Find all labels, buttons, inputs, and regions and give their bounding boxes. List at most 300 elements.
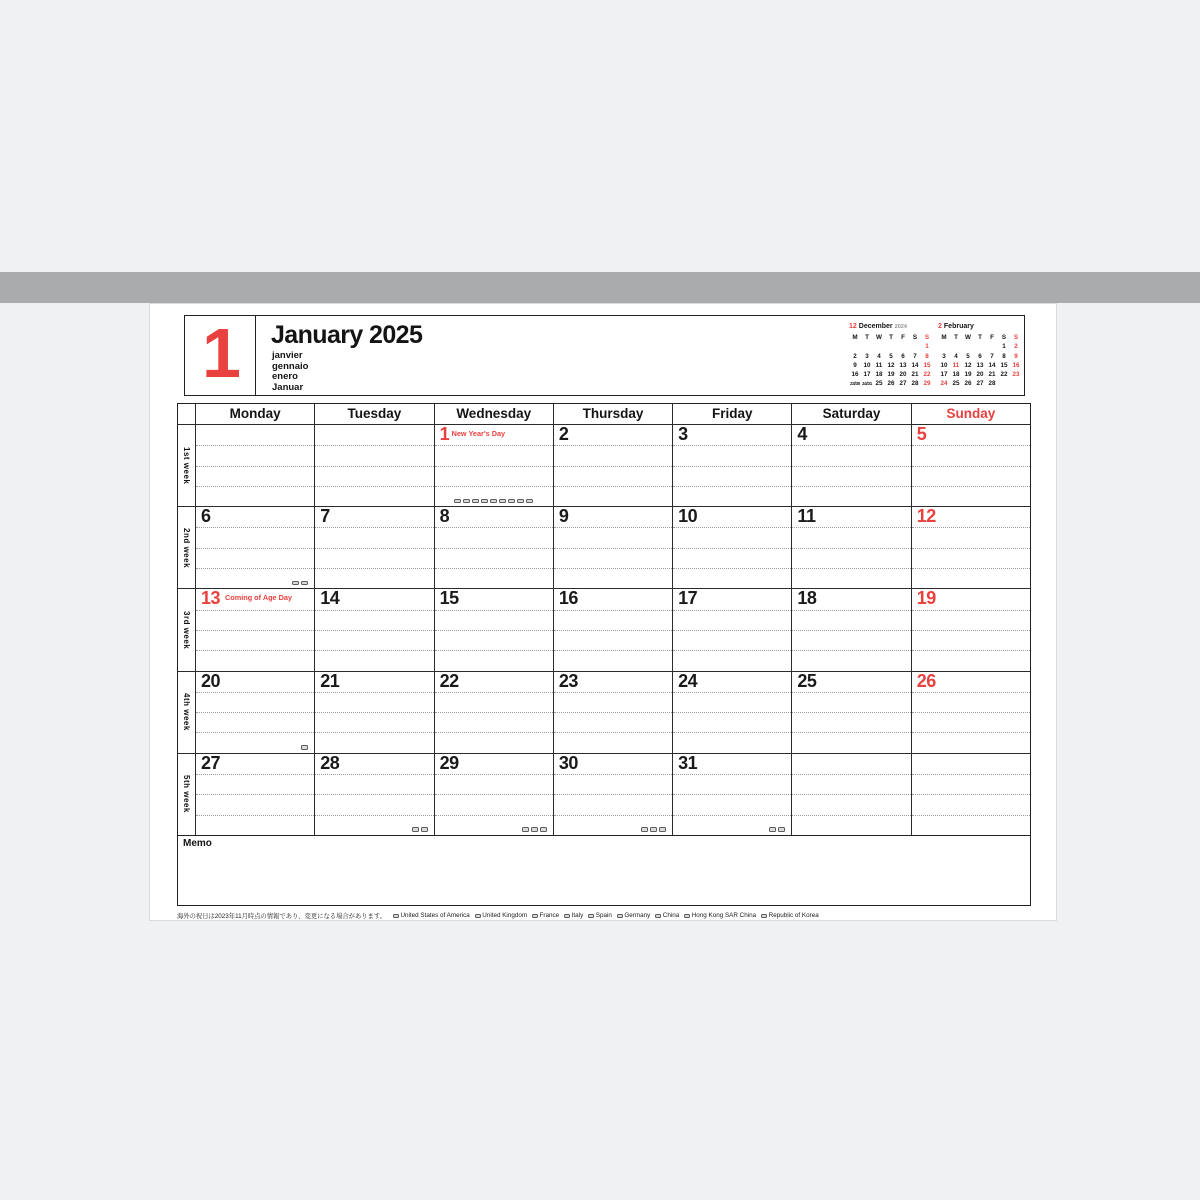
ruled-line [315, 486, 433, 487]
ruled-line [196, 815, 314, 816]
ruled-line [435, 486, 553, 487]
calendar-sheet [149, 303, 1057, 921]
holiday-flags [641, 827, 666, 832]
mini-date: 3 [942, 352, 946, 360]
date-number: 8 [439, 506, 450, 527]
mini-weekday-letter: T [865, 334, 869, 341]
ruled-line [435, 466, 553, 467]
ruled-line [196, 610, 314, 611]
legend-item [393, 912, 470, 919]
legend-item [532, 912, 559, 919]
date-number: 21 [320, 670, 340, 691]
legend-country-name: Republic of Korea [768, 912, 819, 919]
ruled-line [792, 650, 910, 651]
date-number: 11 [797, 506, 816, 527]
date-number: 3 [678, 424, 688, 444]
legend-item [684, 912, 756, 919]
mini-date: 7 [913, 352, 917, 360]
mini-date: 21 [911, 371, 919, 379]
date-number: 28 [320, 752, 340, 773]
date-number: 7 [320, 506, 330, 527]
ruled-line [435, 712, 553, 713]
ruled-line [912, 712, 1030, 713]
ruled-line [315, 815, 433, 816]
ruled-line [315, 548, 433, 549]
flag-icon-kr [421, 827, 428, 832]
mini-calendar-grid [938, 333, 1022, 389]
mini-date: 27 [899, 380, 907, 388]
ruled-line [196, 794, 314, 795]
mini-date: 11 [952, 361, 960, 369]
flag-icon-cn [522, 827, 529, 832]
mini-month-number: 2 [938, 323, 942, 330]
mini-date-empty [950, 342, 962, 351]
date-number: 13 [201, 588, 221, 609]
ruled-line [673, 815, 791, 816]
ruled-line [912, 466, 1030, 467]
flag-icon-cn [655, 914, 661, 918]
ruled-line [315, 527, 433, 528]
ruled-line [912, 794, 1030, 795]
date-number: 9 [558, 506, 569, 527]
ruled-line [792, 568, 910, 569]
mini-weekday-letter: F [901, 334, 905, 341]
ruled-line [673, 568, 791, 569]
legend-item [475, 912, 527, 919]
day-cell-jan-14 [314, 588, 433, 670]
legend-country-name: Italy [571, 912, 584, 919]
week-label-2: 2nd week [178, 506, 195, 588]
ruled-line [912, 774, 1030, 775]
ruled-line [792, 610, 910, 611]
ruled-line [196, 630, 314, 631]
ruled-line [435, 732, 553, 733]
mini-year: 2024 [894, 324, 907, 330]
flag-icon-hk [517, 499, 524, 504]
ruled-line [435, 568, 553, 569]
mini-date: 19 [887, 371, 895, 379]
mini-date: 28 [988, 380, 996, 388]
mini-weekday-letter: S [912, 334, 918, 341]
day-cell-empty [911, 753, 1030, 835]
month-name-spanish: enero [272, 371, 298, 382]
date-number: 18 [797, 588, 817, 609]
ruled-line [673, 466, 791, 467]
flag-icon-es [301, 581, 308, 586]
flag-icon-us [301, 745, 308, 750]
ruled-line [554, 692, 672, 693]
date-number: 12 [916, 506, 936, 527]
ruled-line [673, 692, 791, 693]
flag-icon-cn [412, 827, 419, 832]
flag-icon-uk [463, 499, 470, 504]
ruled-line [673, 712, 791, 713]
mini-weekday-letter: M [852, 334, 858, 341]
ruled-line [196, 486, 314, 487]
mini-date: 14 [988, 361, 996, 369]
date-number: 6 [201, 506, 211, 527]
day-cell-jan-13 [195, 588, 314, 670]
mini-date: 2 [853, 352, 857, 360]
mini-date: 14 [911, 361, 919, 369]
mini-weekday-letter: F [990, 334, 994, 341]
mini-weekday-letter: S [924, 334, 930, 341]
mini-date: 15 [1000, 361, 1008, 369]
mini-calendar-grid [849, 333, 933, 389]
date-number: 19 [916, 588, 936, 609]
mini-date-empty [974, 342, 986, 351]
date-number: 10 [678, 506, 698, 527]
ruled-line [912, 610, 1030, 611]
ruled-line [912, 650, 1030, 651]
mini-date: 1 [925, 343, 929, 351]
holiday-flags [522, 827, 547, 832]
day-cell-jan-3 [672, 424, 791, 506]
ruled-line [554, 445, 672, 446]
flag-icon-cn [769, 827, 776, 832]
ruled-line [315, 712, 433, 713]
calendar-binding-bar [0, 272, 1200, 303]
legend-country-name: Germany [624, 912, 651, 919]
ruled-line [435, 815, 553, 816]
date-number: 25 [797, 670, 817, 691]
holiday-label: Coming of Age Day [225, 593, 293, 603]
ruled-line [554, 466, 672, 467]
ruled-line [554, 774, 672, 775]
ruled-line [912, 630, 1030, 631]
ruled-line [912, 732, 1030, 733]
mini-weekday-letter: M [941, 334, 947, 341]
day-cell-jan-23 [553, 671, 672, 753]
mini-date: 9 [853, 361, 857, 369]
holiday-label: New Year's Day [451, 429, 506, 438]
week-label-4: 4th week [178, 671, 195, 753]
ruled-line [673, 548, 791, 549]
legend-item [588, 912, 612, 919]
ruled-line [554, 548, 672, 549]
footer-note: 海外の祝日は2023年11月時点の情報であり、変更になる場合があります。 [177, 913, 386, 920]
date-number: 16 [558, 588, 578, 609]
mini-date: 12 [964, 361, 972, 369]
date-number: 23 [558, 670, 578, 691]
day-cell-jan-22 [434, 671, 553, 753]
mini-date: 21 [988, 371, 996, 379]
mini-month-name: February [943, 323, 974, 330]
ruled-line [554, 815, 672, 816]
legend-country-name: United Kingdom [482, 912, 528, 919]
grid-corner-cell [178, 404, 195, 424]
flag-icon-es [588, 914, 594, 918]
ruled-line [554, 630, 672, 631]
day-cell-jan-25 [791, 671, 910, 753]
ruled-line [673, 527, 791, 528]
ruled-line [673, 486, 791, 487]
memo-label: Memo [183, 838, 212, 849]
mini-date-empty [849, 342, 861, 351]
day-cell-jan-16 [553, 588, 672, 670]
calendar-grid [177, 403, 1031, 837]
ruled-line [435, 794, 553, 795]
mini-date: 20 [899, 371, 907, 379]
flag-icon-kr [540, 827, 547, 832]
mini-weekday-letter: S [1013, 334, 1019, 341]
ruled-line [792, 692, 910, 693]
mini-date: 15 [923, 361, 931, 369]
mini-date-empty [998, 379, 1010, 388]
legend-item [761, 912, 819, 919]
mini-date: 22 [923, 371, 931, 379]
date-number: 30 [558, 752, 578, 773]
mini-date-empty [873, 342, 885, 351]
ruled-line [196, 527, 314, 528]
mini-date: 18 [875, 371, 883, 379]
flag-icon-kr [526, 499, 533, 504]
flag-icon-fr [472, 499, 479, 504]
day-cell-jan-9 [553, 506, 672, 588]
mini-date-empty [986, 342, 998, 351]
date-number: 27 [201, 752, 221, 773]
ruled-line [315, 692, 433, 693]
day-cell-jan-28 [314, 753, 433, 835]
ruled-line [315, 774, 433, 775]
ruled-line [554, 486, 672, 487]
ruled-line [435, 692, 553, 693]
week-label-3: 3rd week [178, 588, 195, 670]
day-cell-jan-15 [434, 588, 553, 670]
mini-date: 22 [1000, 371, 1008, 379]
mini-date-empty [897, 342, 909, 351]
ruled-line [196, 774, 314, 775]
date-number: 14 [320, 588, 340, 609]
date-number: 4 [797, 424, 807, 444]
month-name-french: janvier [272, 350, 303, 361]
ruled-line [554, 610, 672, 611]
mini-date-empty [962, 342, 974, 351]
mini-date-empty [885, 342, 897, 351]
day-cell-empty [791, 753, 910, 835]
ruled-line [792, 466, 910, 467]
mini-weekday-letter: W [876, 334, 882, 341]
legend-item [655, 912, 679, 919]
ruled-line [435, 610, 553, 611]
date-number: 1 [439, 424, 450, 444]
legend-country-name: Spain [595, 912, 612, 919]
date-number: 20 [201, 670, 221, 691]
flag-icon-fr [532, 914, 538, 918]
ruled-line [554, 568, 672, 569]
flag-icon-cn [641, 827, 648, 832]
day-cell-jan-20 [195, 671, 314, 753]
ruled-line [792, 794, 910, 795]
day-header-wednesday: Wednesday [434, 404, 553, 424]
mini-date: 5 [889, 352, 893, 360]
day-cell-jan-1 [434, 424, 553, 506]
ruled-line [912, 815, 1030, 816]
ruled-line [315, 732, 433, 733]
holiday-flags [769, 827, 785, 832]
flag-icon-us [454, 499, 461, 504]
ruled-line [912, 445, 1030, 446]
mini-month-number: 12 [849, 323, 857, 330]
country-legend [393, 912, 819, 919]
ruled-line [315, 650, 433, 651]
ruled-line [196, 732, 314, 733]
mini-date: 9 [1014, 352, 1018, 360]
date-number: 31 [678, 752, 698, 773]
mini-date: 16 [851, 371, 859, 379]
day-cell-jan-6 [195, 506, 314, 588]
mini-date: 2 [1014, 343, 1018, 351]
ruled-line [673, 650, 791, 651]
mini-date: 13 [899, 361, 907, 369]
day-cell-jan-5 [911, 424, 1030, 506]
day-header-monday: Monday [195, 404, 314, 424]
flag-icon-it [481, 499, 488, 504]
ruled-line [912, 568, 1030, 569]
month-number: 1 [202, 313, 238, 392]
day-cell-jan-8 [434, 506, 553, 588]
ruled-line [912, 692, 1030, 693]
mini-date: 18 [952, 371, 960, 379]
mini-date-empty [861, 342, 873, 351]
holiday-flags [292, 581, 308, 586]
mini-calendar-title [849, 323, 933, 333]
ruled-line [315, 794, 433, 795]
day-cell-jan-2 [553, 424, 672, 506]
day-cell-jan-11 [791, 506, 910, 588]
mini-date: 4 [954, 352, 958, 360]
legend-country-name: Hong Kong SAR China [691, 912, 757, 919]
date-number: 5 [916, 424, 927, 444]
day-header-thursday: Thursday [553, 404, 672, 424]
ruled-line [792, 486, 910, 487]
ruled-line [792, 712, 910, 713]
mini-date: 23 [1012, 371, 1020, 379]
mini-date: 13 [976, 361, 984, 369]
footer-fineprint [177, 911, 819, 920]
month-name-german: Januar [272, 381, 304, 393]
flag-icon-it [564, 914, 570, 918]
ruled-line [554, 794, 672, 795]
ruled-line [673, 774, 791, 775]
ruled-line [435, 527, 553, 528]
ruled-line [912, 486, 1030, 487]
flag-icon-de [617, 914, 623, 918]
ruled-line [315, 630, 433, 631]
holiday-flags [435, 499, 553, 504]
legend-item [617, 912, 650, 919]
flag-icon-es [490, 499, 497, 504]
day-header-friday: Friday [672, 404, 791, 424]
ruled-line [673, 610, 791, 611]
mini-date: 1 [1002, 343, 1006, 351]
ruled-line [196, 548, 314, 549]
ruled-line [554, 732, 672, 733]
legend-country-name: China [662, 912, 680, 919]
date-number: 24 [678, 670, 698, 691]
day-cell-jan-30 [553, 753, 672, 835]
mini-calendar-title [938, 323, 1022, 333]
mini-date: 17 [863, 371, 871, 379]
mini-date: 12 [887, 361, 895, 369]
ruled-line [196, 650, 314, 651]
holiday-flags [412, 827, 428, 832]
mini-date-empty [938, 342, 950, 351]
day-cell-jan-4 [791, 424, 910, 506]
month-translations [272, 351, 308, 393]
mini-date: 4 [877, 352, 881, 360]
mini-weekday-letter: W [965, 334, 971, 341]
ruled-line [792, 445, 910, 446]
mini-date: 28 [911, 380, 919, 388]
flag-icon-hk [778, 827, 785, 832]
date-number: 15 [439, 588, 459, 609]
day-cell-jan-12 [911, 506, 1030, 588]
ruled-line [435, 630, 553, 631]
ruled-line [673, 630, 791, 631]
ruled-line [673, 732, 791, 733]
mini-weekday-letter: S [1001, 334, 1007, 341]
day-cell-jan-27 [195, 753, 314, 835]
page-title: January 2025 [271, 321, 423, 349]
day-cell-jan-26 [911, 671, 1030, 753]
flag-icon-kr [761, 914, 767, 918]
day-cell-jan-17 [672, 588, 791, 670]
ruled-line [554, 650, 672, 651]
ruled-line [196, 466, 314, 467]
day-cell-jan-19 [911, 588, 1030, 670]
mini-date: 23/30 [850, 381, 860, 387]
mini-date: 19 [964, 371, 972, 379]
ruled-line [315, 610, 433, 611]
mini-date: 8 [925, 352, 929, 360]
week-label-1: 1st week [178, 424, 195, 506]
ruled-line [435, 445, 553, 446]
day-cell-jan-21 [314, 671, 433, 753]
ruled-line [792, 774, 910, 775]
date-number: 29 [439, 752, 459, 773]
mini-date: 26 [964, 380, 972, 388]
ruled-line [792, 630, 910, 631]
mini-date: 24/31 [862, 381, 872, 387]
month-number-cell [185, 313, 256, 395]
ruled-line [315, 466, 433, 467]
mini-weekday-letter: T [889, 334, 893, 341]
day-cell-empty [195, 424, 314, 506]
flag-icon-hk [684, 914, 690, 918]
mini-date-empty [909, 342, 921, 351]
flag-icon-cn [508, 499, 515, 504]
flag-icon-it [292, 581, 299, 586]
week-label-5: 5th week [178, 753, 195, 835]
day-header-saturday: Saturday [791, 404, 910, 424]
mini-date: 24 [940, 380, 948, 388]
mini-date: 29 [923, 380, 931, 388]
mini-date: 8 [1002, 352, 1006, 360]
ruled-line [196, 692, 314, 693]
legend-country-name: France [539, 912, 560, 919]
ruled-line [792, 548, 910, 549]
flag-icon-hk [531, 827, 538, 832]
ruled-line [912, 548, 1030, 549]
mini-date: 25 [952, 380, 960, 388]
ruled-line [435, 650, 553, 651]
flag-icon-uk [475, 914, 481, 918]
mini-date: 17 [940, 371, 948, 379]
day-cell-jan-7 [314, 506, 433, 588]
mini-date: 5 [966, 352, 970, 360]
mini-date: 25 [875, 380, 883, 388]
